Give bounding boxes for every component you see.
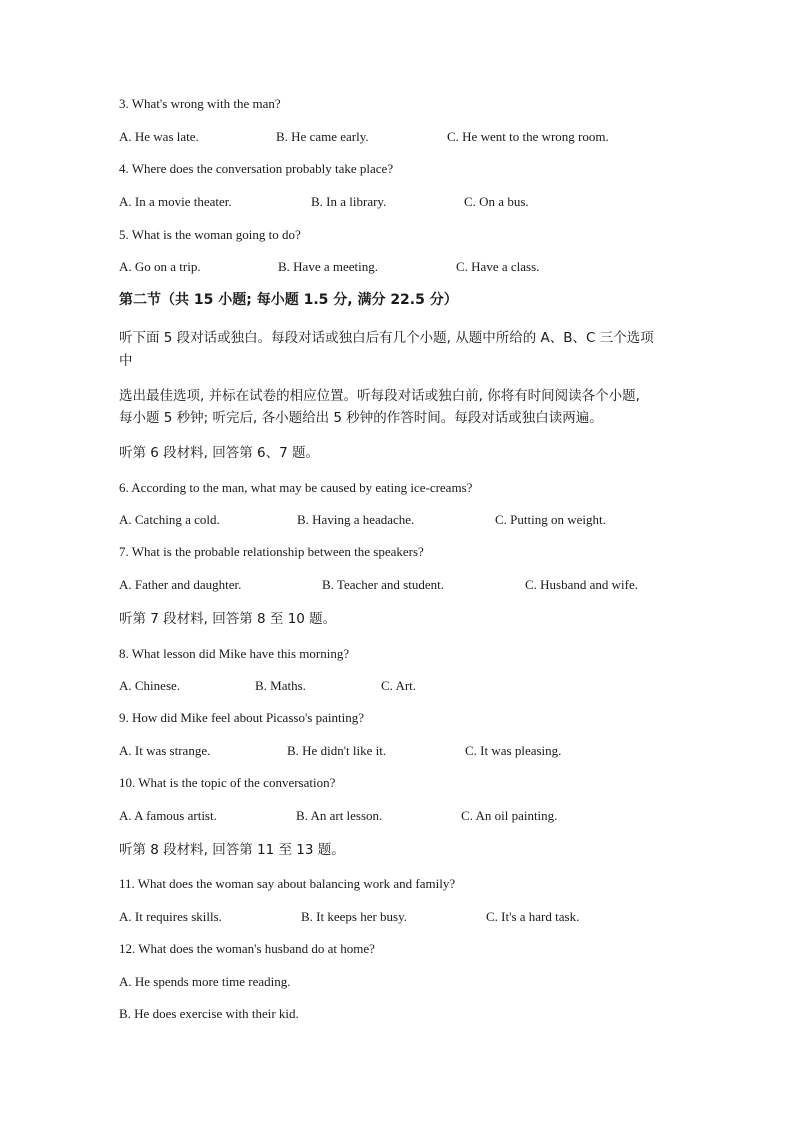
question-9-stem: 9. How did Mike feel about Picasso's painting? (119, 710, 364, 725)
question-6-option-c: C. Putting on weight. (495, 512, 606, 527)
question-3-option-b: B. He came early. (276, 129, 369, 144)
question-9-option-b: B. He didn't like it. (287, 743, 387, 758)
passage-6-instruction: 听第 6 段材料, 回答第 6、7 题。 (119, 445, 320, 461)
question-9-option-c: C. It was pleasing. (465, 743, 562, 758)
question-5-stem: 5. What is the woman going to do? (119, 227, 301, 242)
question-5-option-c: C. Have a class. (456, 259, 540, 274)
question-6-stem: 6. According to the man, what may be caused by eating ice-creams? (119, 480, 473, 495)
section-2-heading: 第二节（共 15 小题; 每小题 1.5 分, 满分 22.5 分） (119, 292, 458, 308)
question-8-stem: 8. What lesson did Mike have this morning? (119, 646, 350, 661)
question-4-option-b: B. In a library. (311, 194, 387, 209)
question-8-option-b: B. Maths. (255, 678, 306, 693)
question-6-option-b: B. Having a headache. (297, 512, 415, 527)
question-3-option-a: A. He was late. (119, 129, 199, 144)
question-10-option-c: C. An oil painting. (461, 808, 558, 823)
question-7-option-a: A. Father and daughter. (119, 577, 242, 592)
passage-8-instruction: 听第 8 段材料, 回答第 11 至 13 题。 (119, 842, 345, 858)
question-5-option-a: A. Go on a trip. (119, 259, 201, 274)
question-3-option-c: C. He went to the wrong room. (447, 129, 609, 144)
question-11-option-b: B. It keeps her busy. (301, 909, 408, 924)
section-2-instruction-line-1b: 中 (119, 353, 133, 369)
passage-7-instruction: 听第 7 段材料, 回答第 8 至 10 题。 (119, 611, 337, 627)
section-2-instruction-line-1: 听下面 5 段对话或独白。每段对话或独白后有几个小题, 从题中所给的 A、B、C 三个选项 (119, 330, 654, 346)
question-4-stem: 4. Where does the conversation probably take place? (119, 161, 394, 176)
question-4-option-a: A. In a movie theater. (119, 194, 232, 209)
question-11-stem: 11. What does the woman say about balancing work and family? (119, 876, 456, 891)
question-8-option-c: C. Art. (381, 678, 417, 693)
question-7-stem: 7. What is the probable relationship between the speakers? (119, 544, 424, 559)
question-9-option-a: A. It was strange. (119, 743, 211, 758)
question-6-option-a: A. Catching a cold. (119, 512, 220, 527)
question-12-stem: 12. What does the woman's husband do at home? (119, 941, 375, 956)
question-11-option-c: C. It's a hard task. (486, 909, 580, 924)
question-5-option-b: B. Have a meeting. (278, 259, 378, 274)
question-12-option-b: B. He does exercise with their kid. (119, 1006, 299, 1021)
question-10-option-a: A. A famous artist. (119, 808, 217, 823)
question-4-option-c: C. On a bus. (464, 194, 529, 209)
question-11-option-a: A. It requires skills. (119, 909, 222, 924)
section-2-instruction-line-2: 选出最佳选项, 并标在试卷的相应位置。听每段对话或独白前, 你将有时间阅读各个小题, (119, 388, 640, 404)
question-8-option-a: A. Chinese. (119, 678, 181, 693)
question-10-stem: 10. What is the topic of the conversation? (119, 775, 336, 790)
section-2-instruction-line-3: 每小题 5 秒钟; 听完后, 各小题给出 5 秒钟的作答时间。每段对话或独白读两遍。 (119, 410, 603, 426)
question-7-option-c: C. Husband and wife. (525, 577, 639, 592)
question-12-option-a: A. He spends more time reading. (119, 974, 291, 989)
question-7-option-b: B. Teacher and student. (322, 577, 444, 592)
question-3-stem: 3. What's wrong with the man? (119, 96, 281, 111)
question-10-option-b: B. An art lesson. (296, 808, 383, 823)
